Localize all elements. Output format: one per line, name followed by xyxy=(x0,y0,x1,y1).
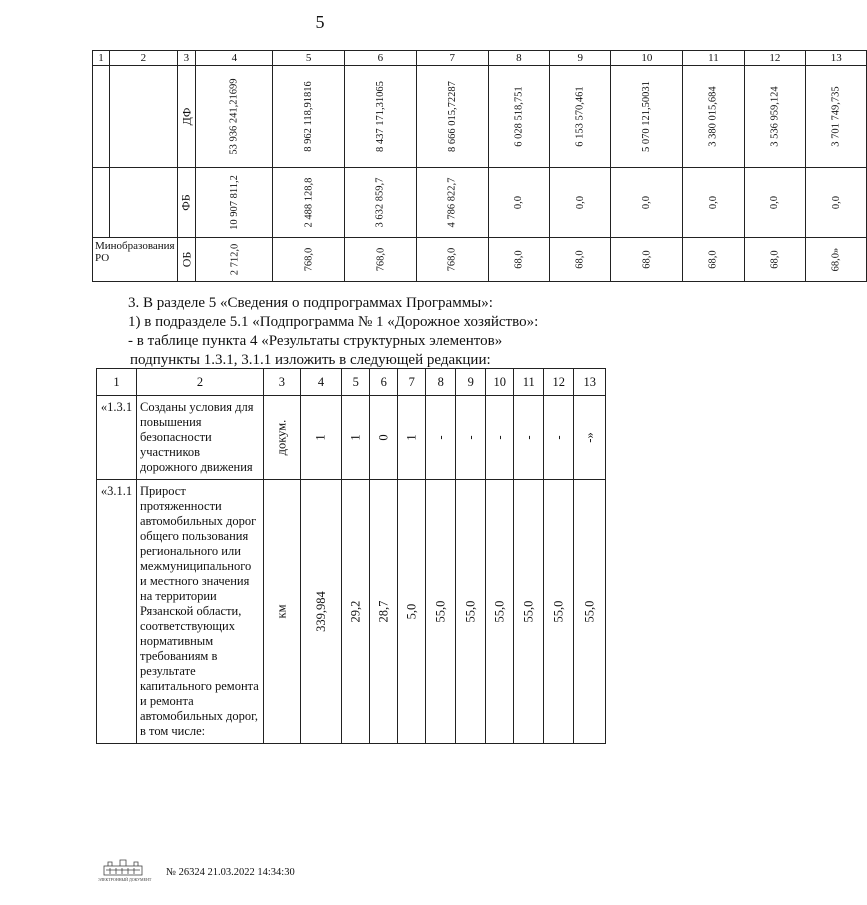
value-cell xyxy=(550,168,611,238)
value-text: 68,0 xyxy=(513,250,525,269)
value-text: 0,0 xyxy=(641,195,653,210)
value-cell xyxy=(611,66,683,168)
value-cell xyxy=(196,66,273,168)
value-cell xyxy=(196,168,273,238)
value-text: 6 153 570,461 xyxy=(574,86,586,147)
value-cell xyxy=(416,66,488,168)
header-cell: 6 xyxy=(370,369,398,396)
paragraph-table-ref: - в таблице пункта 4 «Результаты структурных элементов» xyxy=(128,333,503,349)
source-label: ДФ xyxy=(178,107,193,126)
value-text: 68,0 xyxy=(574,250,586,269)
value-text: 768,0 xyxy=(374,247,386,272)
value-text: 10 907 811,2 xyxy=(228,175,240,230)
value-cell xyxy=(273,66,345,168)
value-text: 53 936 241,21699 xyxy=(228,78,240,155)
value-cell xyxy=(744,168,805,238)
value-cell xyxy=(683,66,744,168)
header-cell: 11 xyxy=(683,51,744,66)
value-cell xyxy=(342,480,370,744)
header-cell: 1 xyxy=(97,369,137,396)
header-cell: 7 xyxy=(398,369,426,396)
value-cell xyxy=(370,396,398,480)
value-cell xyxy=(488,66,549,168)
header-cell: 1 xyxy=(93,51,110,66)
unit-label: докум. xyxy=(274,419,289,456)
value-cell xyxy=(514,480,544,744)
value-cell xyxy=(486,480,514,744)
source-cell xyxy=(177,168,196,238)
value-text: 5,0 xyxy=(404,603,419,620)
header-cell: 13 xyxy=(574,369,606,396)
value-cell xyxy=(550,238,611,282)
stamp-caption: ЭЛЕКТРОННЫЙ ДОКУМЕНТ xyxy=(98,877,152,882)
source-label: ФБ xyxy=(178,194,193,211)
funding-table xyxy=(92,50,867,282)
value-text: - xyxy=(433,435,448,440)
table-header-row xyxy=(93,51,867,66)
document-registration: № 26324 21.03.2022 14:34:30 xyxy=(166,867,295,878)
value-cell xyxy=(806,66,867,168)
value-text: 0,0 xyxy=(769,195,781,210)
organization-cell: Минобразования РО xyxy=(93,238,178,282)
header-cell: 5 xyxy=(273,51,345,66)
value-cell xyxy=(342,396,370,480)
paragraph-subsection: 1) в подразделе 5.1 «Подпрограмма № 1 «Дорожное хозяйство»: xyxy=(128,314,539,330)
value-text: 768,0 xyxy=(446,247,458,272)
header-cell: 3 xyxy=(177,51,196,66)
header-cell: 10 xyxy=(611,51,683,66)
header-cell: 4 xyxy=(300,369,342,396)
unit-cell xyxy=(264,480,301,744)
table-row xyxy=(93,66,867,168)
item-number: «1.3.1 xyxy=(97,396,137,480)
paragraph-instruction: подпункты 1.3.1, 3.1.1 изложить в следующей редакции: xyxy=(130,352,491,368)
value-cell xyxy=(744,238,805,282)
empty-cell xyxy=(110,168,178,238)
value-cell xyxy=(488,168,549,238)
value-cell xyxy=(273,168,345,238)
value-text: 339,984 xyxy=(313,591,328,632)
empty-cell xyxy=(93,66,110,168)
value-cell xyxy=(514,396,544,480)
value-cell xyxy=(426,480,456,744)
item-description: Созданы условия для повышения безопасности участников дорожного движения xyxy=(137,396,264,480)
value-text: 29,2 xyxy=(348,600,363,623)
header-cell: 10 xyxy=(486,369,514,396)
value-text: 55,0 xyxy=(492,600,507,623)
value-text: 0,0 xyxy=(513,195,525,210)
value-cell xyxy=(544,396,574,480)
value-cell xyxy=(488,238,549,282)
value-cell xyxy=(300,396,342,480)
value-text: 3 632 859,7 xyxy=(374,177,386,228)
unit-label: км xyxy=(274,604,289,619)
value-text: 8 666 015,72287 xyxy=(446,81,458,152)
value-text: 3 380 015,684 xyxy=(707,86,719,147)
value-text: 2 712,0 xyxy=(228,243,240,276)
value-text: - xyxy=(492,435,507,440)
value-cell xyxy=(344,66,416,168)
value-cell xyxy=(574,480,606,744)
value-text: 55,0 xyxy=(433,600,448,623)
source-label: ОБ xyxy=(178,251,193,268)
header-cell: 9 xyxy=(456,369,486,396)
value-text: 768,0 xyxy=(303,247,315,272)
value-cell xyxy=(486,396,514,480)
value-text: 4 786 822,7 xyxy=(446,177,458,228)
value-cell xyxy=(806,168,867,238)
value-cell xyxy=(300,480,342,744)
table-row xyxy=(97,480,606,744)
value-text: 3 536 959,124 xyxy=(769,86,781,147)
header-cell: 6 xyxy=(344,51,416,66)
source-cell xyxy=(177,238,196,282)
value-cell xyxy=(611,238,683,282)
header-cell: 4 xyxy=(196,51,273,66)
header-cell: 2 xyxy=(137,369,264,396)
table-row xyxy=(97,396,606,480)
value-text: - xyxy=(521,435,536,440)
value-text: -» xyxy=(582,432,597,443)
value-text: - xyxy=(463,435,478,440)
value-text: 2 488 128,8 xyxy=(303,177,315,228)
header-cell: 5 xyxy=(342,369,370,396)
value-text: 0,0 xyxy=(574,195,586,210)
value-text: 5 070 121,50031 xyxy=(641,81,653,152)
value-text: 55,0 xyxy=(582,600,597,623)
paragraph-section-5: 3. В разделе 5 «Сведения о подпрограммах Программы»: xyxy=(128,295,493,311)
empty-cell xyxy=(110,66,178,168)
value-text: 68,0 xyxy=(641,250,653,269)
header-cell: 13 xyxy=(806,51,867,66)
table-header-row xyxy=(97,369,606,396)
value-cell xyxy=(416,238,488,282)
value-cell xyxy=(416,168,488,238)
results-table xyxy=(96,368,606,744)
value-text: 55,0 xyxy=(521,600,536,623)
empty-cell xyxy=(93,168,110,238)
value-cell xyxy=(426,396,456,480)
value-text: 55,0 xyxy=(463,600,478,623)
value-text: 0,0 xyxy=(707,195,719,210)
value-cell xyxy=(370,480,398,744)
value-text: 68,0» xyxy=(830,247,842,272)
value-cell xyxy=(744,66,805,168)
unit-cell xyxy=(264,396,301,480)
value-text: 28,7 xyxy=(376,600,391,623)
table-row xyxy=(93,238,867,282)
header-cell: 2 xyxy=(110,51,178,66)
value-text: 1 xyxy=(313,434,328,441)
header-cell: 11 xyxy=(514,369,544,396)
header-cell: 3 xyxy=(264,369,301,396)
item-number: «3.1.1 xyxy=(97,480,137,744)
header-cell: 8 xyxy=(426,369,456,396)
value-cell xyxy=(550,66,611,168)
header-cell: 12 xyxy=(744,51,805,66)
table-row xyxy=(93,168,867,238)
value-cell xyxy=(456,396,486,480)
value-text: 6 028 518,751 xyxy=(513,86,525,147)
value-cell xyxy=(398,480,426,744)
value-text: 1 xyxy=(348,434,363,441)
value-cell xyxy=(544,480,574,744)
value-cell xyxy=(806,238,867,282)
value-text: 0,0 xyxy=(830,195,842,210)
source-cell xyxy=(177,66,196,168)
value-cell xyxy=(574,396,606,480)
value-text: - xyxy=(551,435,566,440)
item-description: Прирост протяженности автомобильных дорог общего пользования регионального или межмуниципального и местного значения на территории Рязанской области, соответствующих нормативным требованиям в результате капитального ремонта и ремонта автомобильных дорог, в том числе: xyxy=(137,480,264,744)
value-text: 8 962 118,91816 xyxy=(303,81,315,152)
value-text: 55,0 xyxy=(551,600,566,623)
value-text: 8 437 171,31065 xyxy=(374,81,386,152)
value-cell xyxy=(683,168,744,238)
value-cell xyxy=(196,238,273,282)
header-cell: 12 xyxy=(544,369,574,396)
value-text: 68,0 xyxy=(769,250,781,269)
header-cell: 9 xyxy=(550,51,611,66)
header-cell: 7 xyxy=(416,51,488,66)
value-text: 1 xyxy=(404,434,419,441)
header-cell: 8 xyxy=(488,51,549,66)
value-cell xyxy=(398,396,426,480)
value-cell xyxy=(611,168,683,238)
value-text: 0 xyxy=(376,434,391,441)
value-cell xyxy=(344,168,416,238)
value-cell xyxy=(273,238,345,282)
value-cell xyxy=(683,238,744,282)
value-cell xyxy=(344,238,416,282)
value-text: 3 701 749,735 xyxy=(830,86,842,147)
value-text: 68,0 xyxy=(707,250,719,269)
value-cell xyxy=(456,480,486,744)
page-number: 5 xyxy=(315,12,325,32)
